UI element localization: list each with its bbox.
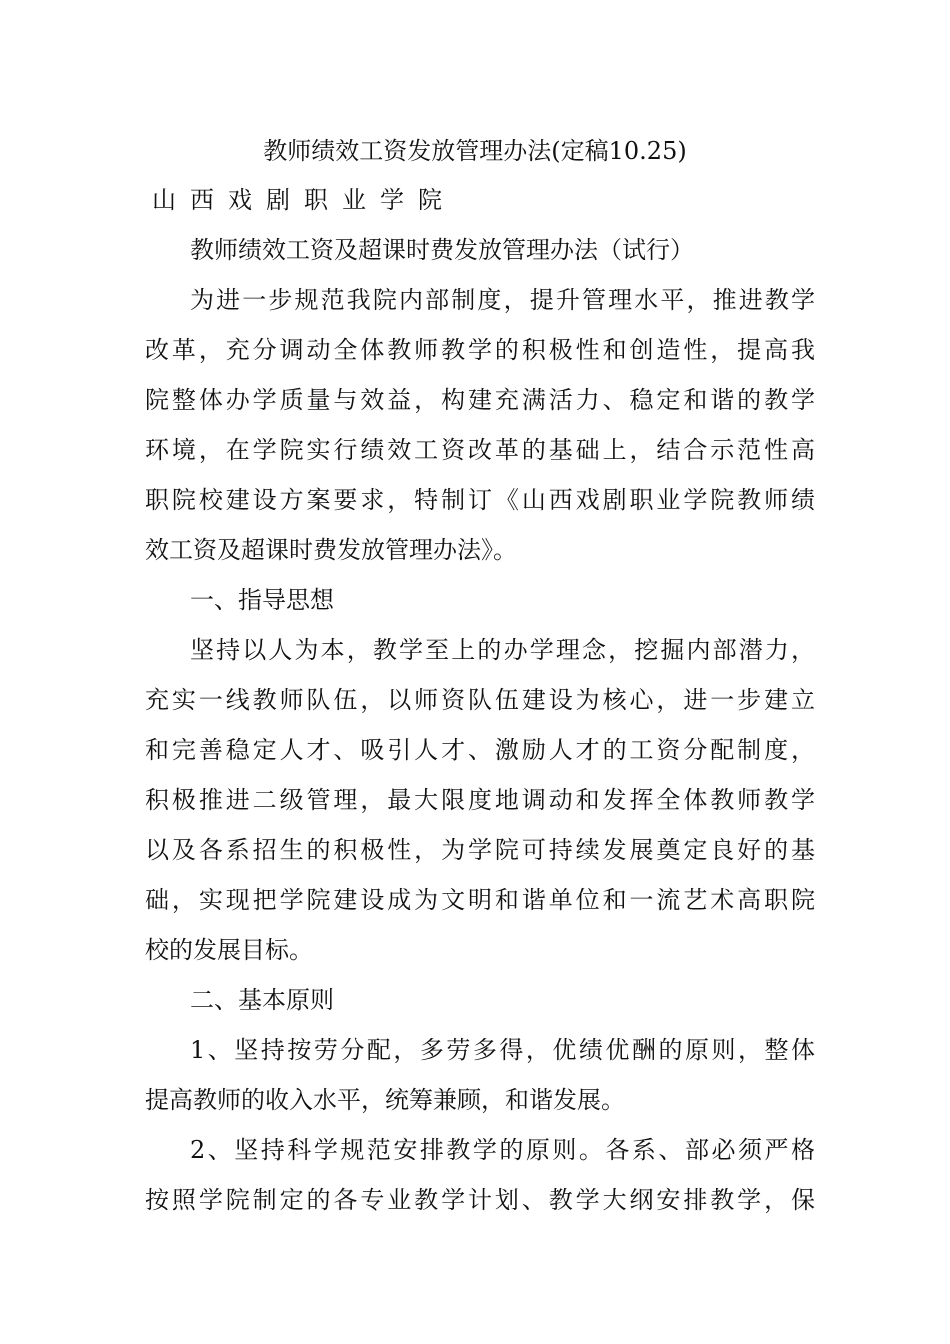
section-body-line: 积极推进二级管理，最大限度地调动和发挥全体教师教学: [145, 786, 815, 814]
principle-line: 2、坚持科学规范安排教学的原则。各系、部必须严格: [190, 1136, 815, 1164]
section-body-line: 以及各系招生的积极性，为学院可持续发展奠定良好的基: [145, 836, 815, 864]
intro-line: 院整体办学质量与效益，构建充满活力、稳定和谐的教学: [145, 386, 815, 414]
section-body-line: 础，实现把学院建设成为文明和谐单位和一流艺术高职院: [145, 886, 815, 914]
section-heading: 二、基本原则: [190, 986, 334, 1014]
principle-line: 按照学院制定的各专业教学计划、教学大纲安排教学，保: [145, 1186, 815, 1214]
school-name: 山西戏剧职业学院: [152, 186, 456, 214]
principle-line: 1、坚持按劳分配，多劳多得，优绩优酬的原则，整体: [190, 1036, 815, 1064]
section-heading: 一、指导思想: [190, 586, 334, 614]
intro-line: 环境，在学院实行绩效工资改革的基础上，结合示范性高: [145, 436, 815, 464]
document-title: 教师绩效工资发放管理办法(定稿10.25): [263, 137, 687, 165]
section-body-line: 充实一线教师队伍，以师资队伍建设为核心，进一步建立: [145, 686, 815, 714]
document-subtitle: 教师绩效工资及超课时费发放管理办法（试行）: [190, 236, 694, 264]
intro-line: 效工资及超课时费发放管理办法》。: [145, 536, 517, 564]
intro-line: 为进一步规范我院内部制度，提升管理水平，推进教学: [190, 286, 815, 314]
section-body-line: 校的发展目标。: [145, 936, 313, 964]
intro-line: 职院校建设方案要求，特制订《山西戏剧职业学院教师绩: [145, 486, 815, 514]
section-body-line: 坚持以人为本，教学至上的办学理念，挖掘内部潜力，: [190, 636, 815, 664]
section-body-line: 和完善稳定人才、吸引人才、激励人才的工资分配制度，: [145, 736, 815, 764]
intro-line: 改革，充分调动全体教师教学的积极性和创造性，提高我: [145, 336, 815, 364]
principle-line: 提高教师的收入水平，统筹兼顾，和谐发展。: [145, 1086, 625, 1114]
